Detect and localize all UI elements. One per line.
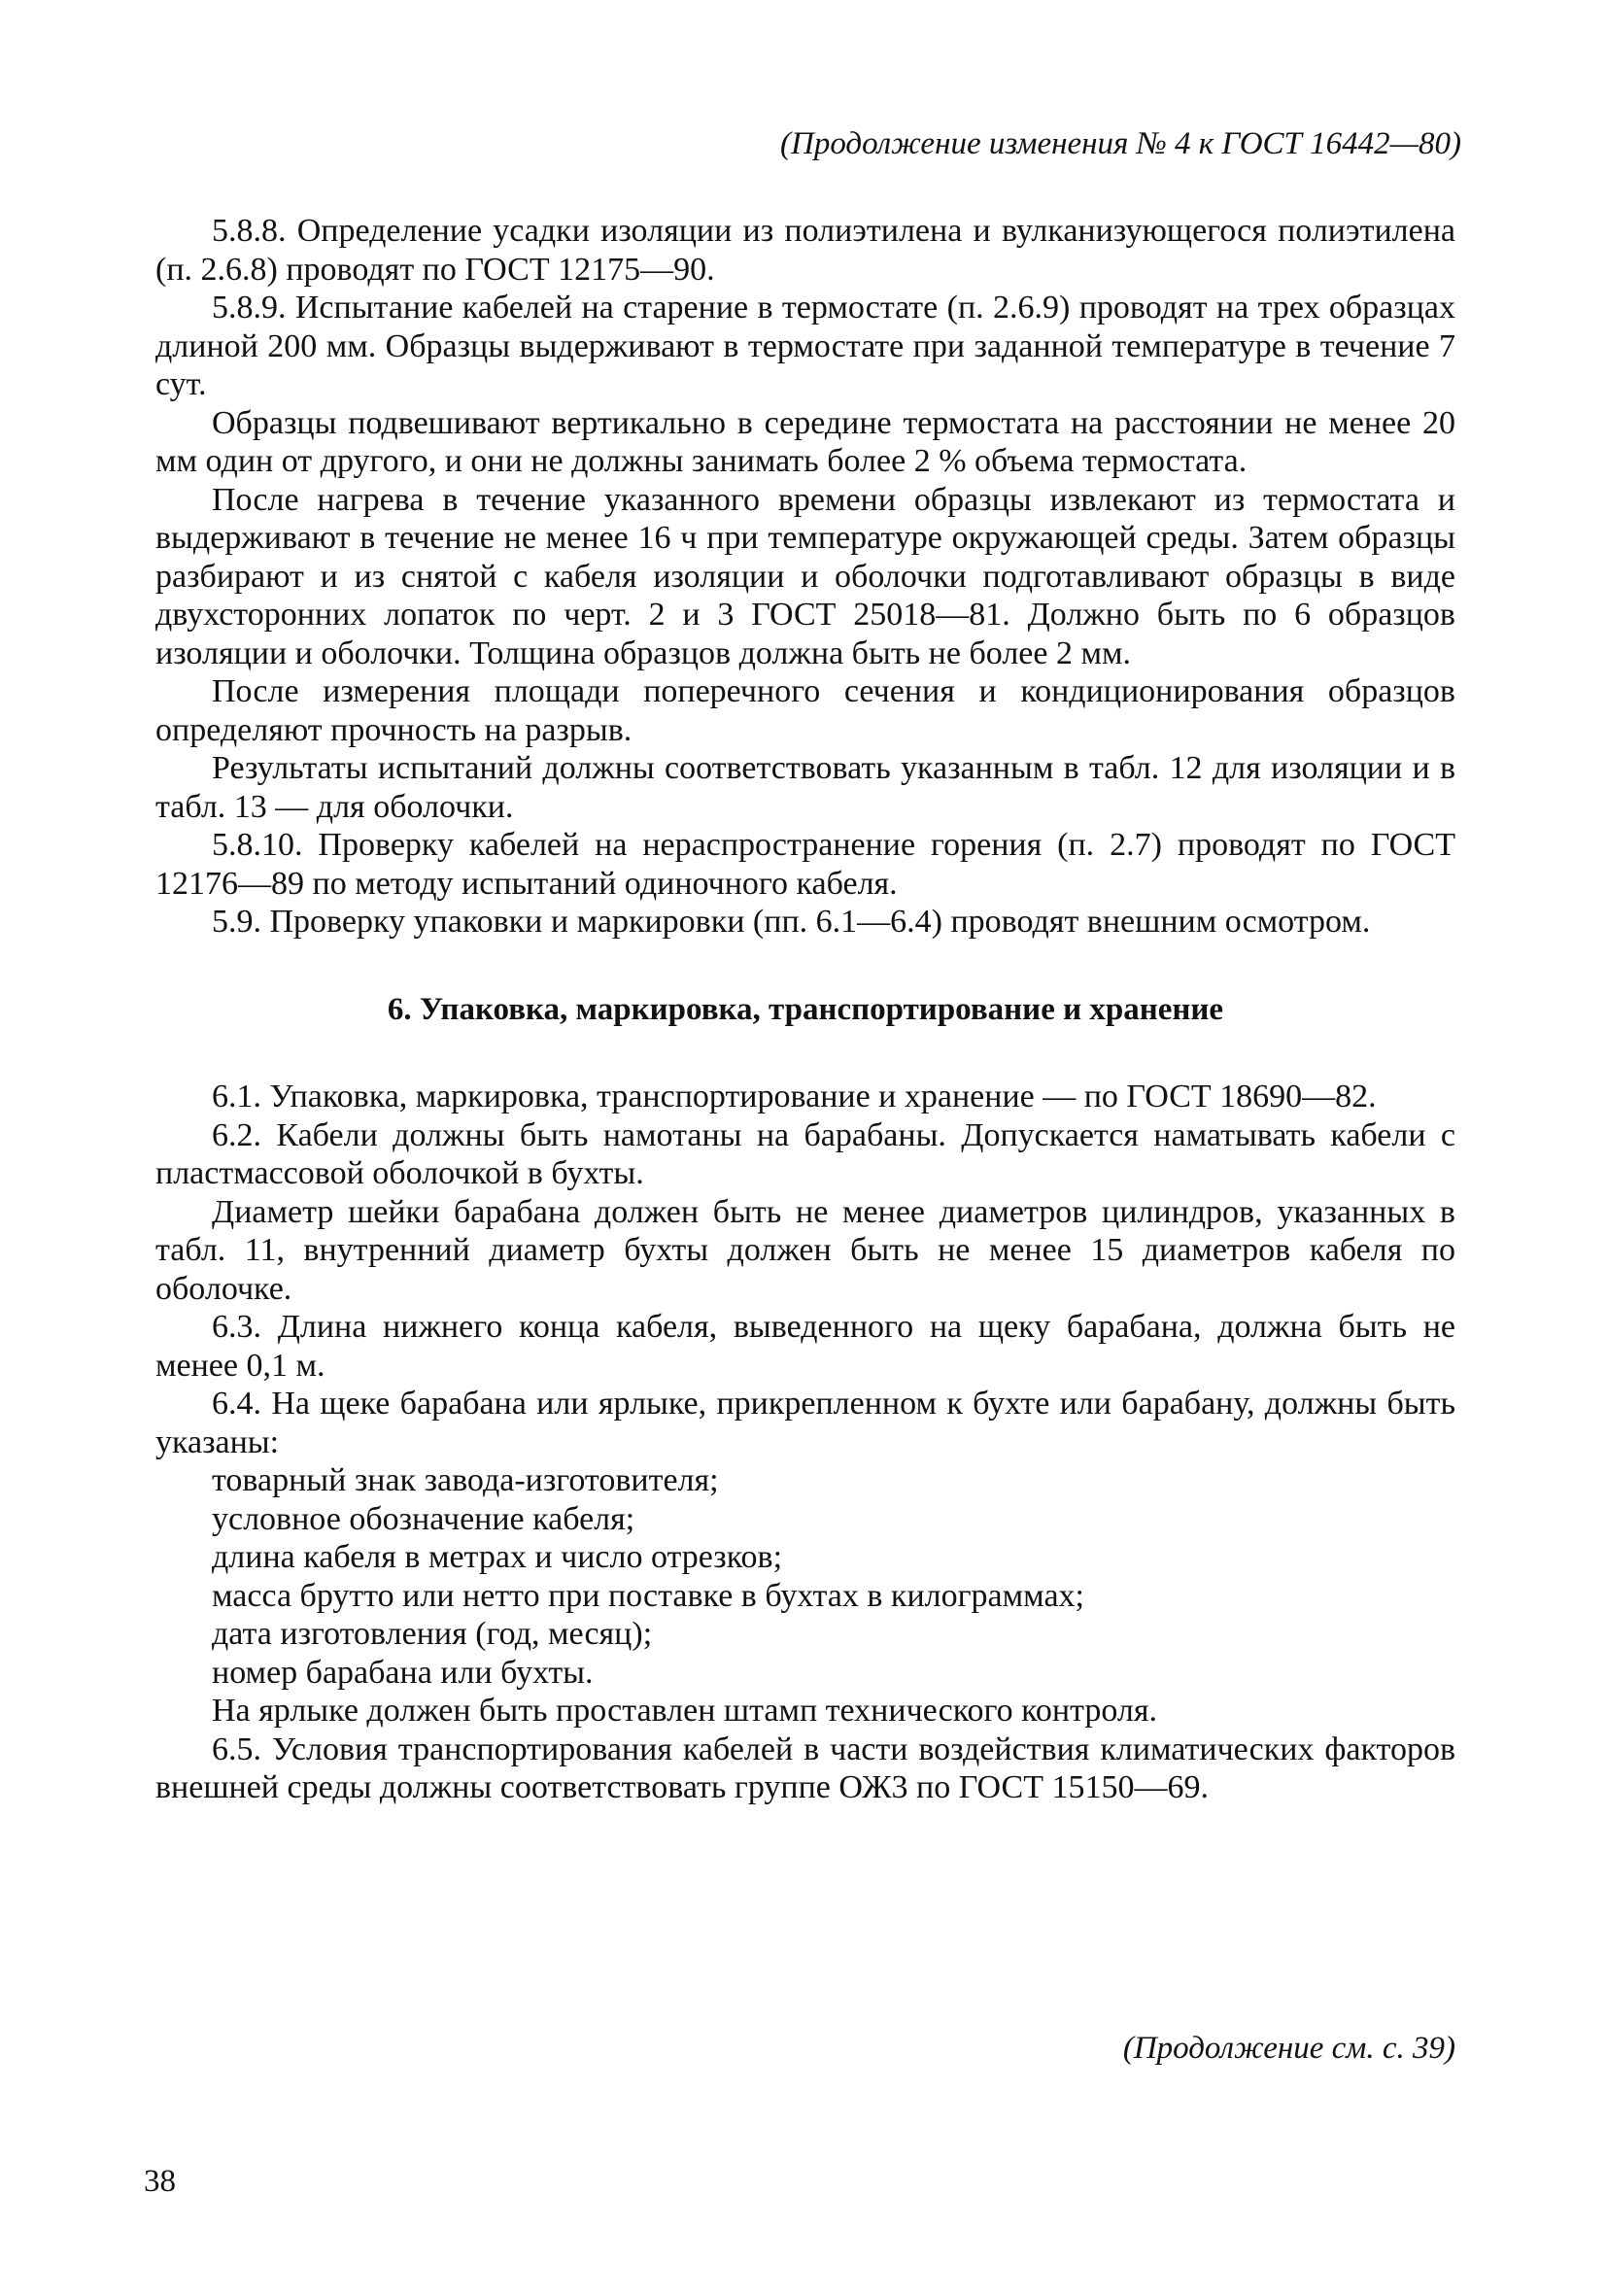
paragraph-after-heating: После нагрева в течение указанного времени образцы извлекают из термостата и выдерживают в течение не менее 16 ч при температуре окружающей среды. Затем образцы разбирают и из снятой с кабеля изоляции и оболочки подготавливают образцы в виде двухсторонних лопаток по черт. 2 и 3 ГОСТ 25018—81. Должно быть по 6 образцов изоляции и оболочки. Толщина образцов должна быть не более 2 мм. <box>155 481 1455 671</box>
paragraph-5-8-8: 5.8.8. Определение усадки изоляции из полиэтилена и вулканизующегося полиэтилена (п. 2.6.8) проводят по ГОСТ 12175—90. <box>155 213 1455 288</box>
paragraph-6-3: 6.3. Длина нижнего конца кабеля, выведенного на щеку барабана, должна быть не менее 0,1 м. <box>155 1309 1455 1384</box>
paragraph-5-8-10: 5.8.10. Проверку кабелей на нераспространение горения (п. 2.7) проводят по ГОСТ 12176—89 по методу испытаний одиночного кабеля. <box>155 827 1455 902</box>
list-item: условное обозначение кабеля; <box>212 1500 635 1537</box>
paragraph-label-stamp: На ярлыке должен быть проставлен штамп технического контроля. <box>212 1693 1158 1729</box>
paragraph-test-results: Результаты испытаний должны соответствовать указанным в табл. 12 для изоляции и в табл. 13 — для оболочки. <box>155 750 1455 825</box>
paragraph-6-5: 6.5. Условия транспортирования кабелей в части воздействия климатических факторов внешней среды должны соответствовать группе ОЖ3 по ГОСТ 15150—69. <box>155 1731 1455 1805</box>
list-item: товарный знак завода-изготовителя; <box>212 1462 719 1498</box>
paragraph-5-8-9: 5.8.9. Испытание кабелей на старение в термостате (п. 2.6.9) проводят на трех образцах длиной 200 мм. Образцы выдерживают в термостате при заданной температуре в течение 7 сут. <box>155 290 1455 402</box>
paragraph-6-2: 6.2. Кабели должны быть намотаны на барабаны. Допускается наматывать кабели с пластмассовой оболочкой в бухты. <box>155 1116 1455 1191</box>
page-header: (Продолжение изменения № 4 к ГОСТ 16442—80) <box>780 126 1461 161</box>
continuation-note: (Продолжение см. с. 39) <box>1122 2031 1455 2066</box>
paragraph-5-9: 5.9. Проверку упаковки и маркировки (пп. 6.1—6.4) проводят внешним осмотром. <box>212 904 1371 940</box>
list-item: номер барабана или бухты. <box>212 1654 594 1691</box>
paragraph-samples-suspension: Образцы подвешивают вертикально в середине термостата на расстоянии не менее 20 мм один от другого, и они не должны занимать более 2 % объема термостата. <box>155 404 1455 479</box>
document-body <box>155 212 1455 1807</box>
list-item: длина кабеля в метрах и число отрезков; <box>212 1539 783 1575</box>
paragraph-6-1: 6.1. Упаковка, маркировка, транспортирование и хранение — по ГОСТ 18690—82. <box>212 1079 1377 1114</box>
page-number: 38 <box>144 2164 176 2199</box>
paragraph-drum-diameter: Диаметр шейки барабана должен быть не менее диаметров цилиндров, указанных в табл. 11, внутренний диаметр бухты должен быть не менее 15 диаметров кабеля по оболочке. <box>155 1193 1455 1307</box>
paragraph-6-4: 6.4. На щеке барабана или ярлыке, прикрепленном к бухте или барабану, должны быть указаны: <box>155 1386 1455 1460</box>
section-heading: 6. Упаковка, маркировка, транспортирование и хранение <box>387 991 1224 1027</box>
paragraph-tensile-strength: После измерения площади поперечного сечения и кондиционирования образцов определяют прочность на разрыв. <box>155 673 1455 748</box>
list-item: дата изготовления (год, месяц); <box>212 1616 653 1652</box>
list-item: масса брутто или нетто при поставке в бухтах в килограммах; <box>212 1577 1084 1614</box>
